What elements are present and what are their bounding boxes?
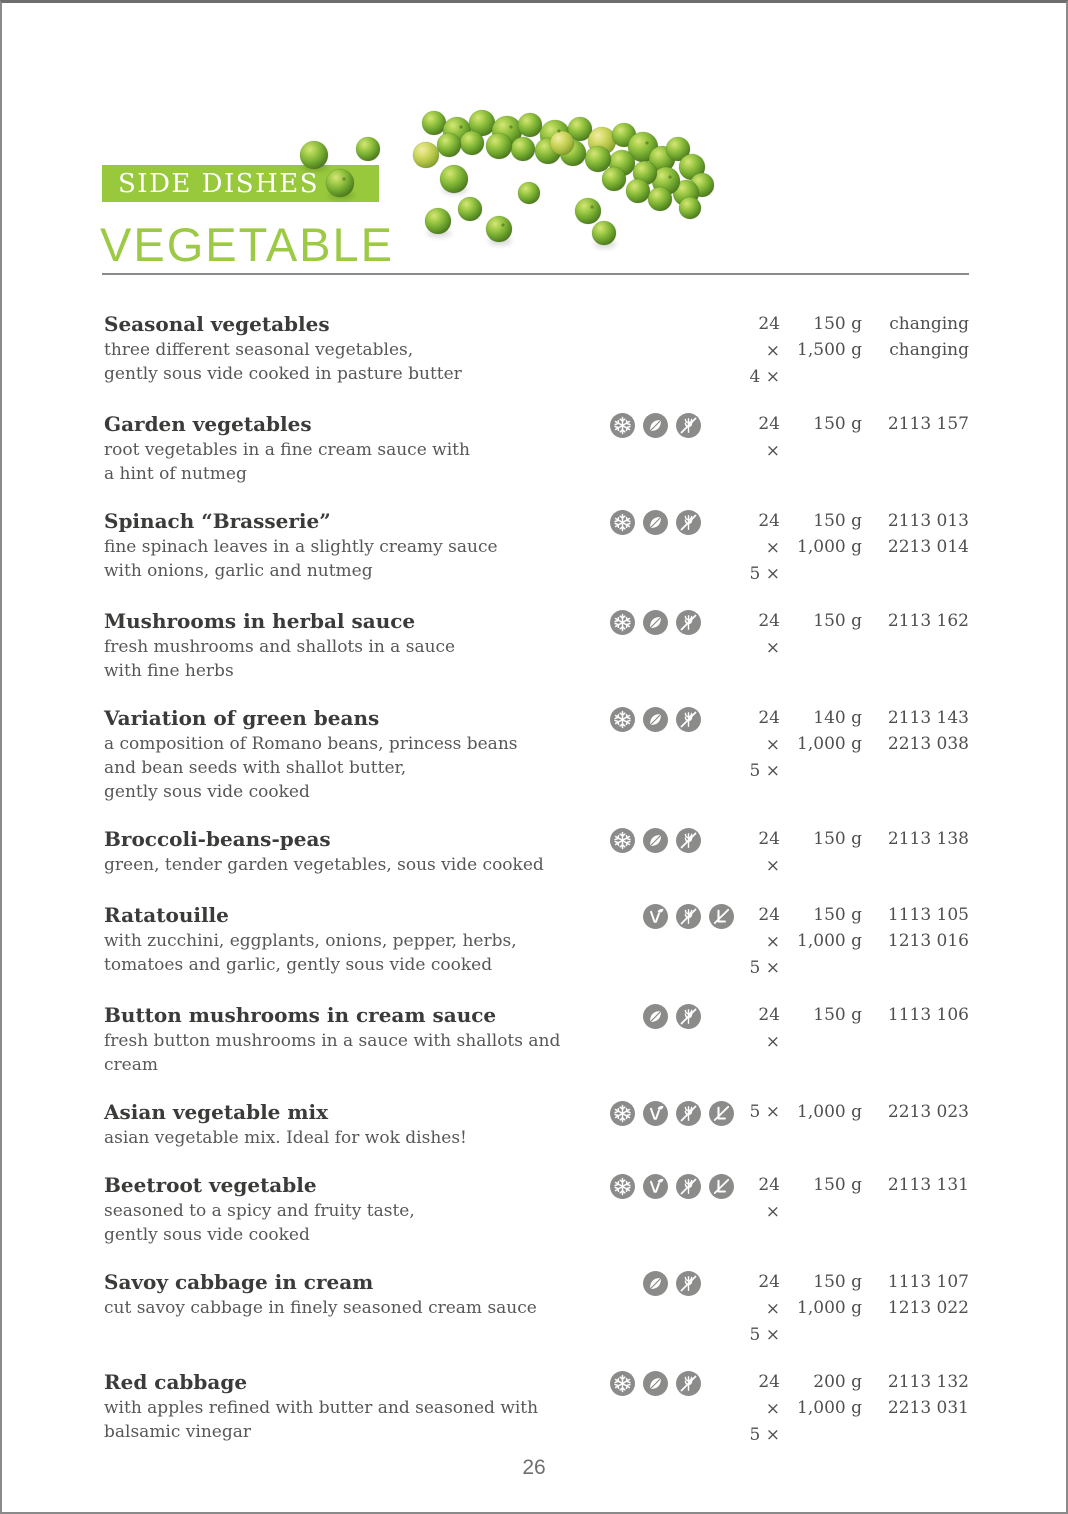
pack-weight: 150 g: [813, 511, 862, 531]
pack-weight: 1,000 g: [797, 1102, 862, 1122]
product-row: [104, 411, 970, 486]
leaf-icon: [643, 1271, 676, 1296]
pack-weight: 1,500 g: [797, 340, 862, 360]
description-line: with apples refined with butter and seasoned with: [104, 1398, 539, 1418]
diet-icons: [610, 1269, 742, 1347]
product-name: Beetroot vegetable: [104, 1173, 317, 1197]
snowflake-icon: [610, 828, 643, 853]
pack-quantity: 24 ×: [758, 829, 780, 876]
gluten-free-crossed-wheat-icon: [676, 1101, 709, 1126]
vegan-leaf-v-icon: [643, 1174, 676, 1199]
pack-quantity: 24 ×: [758, 708, 780, 755]
lactose-free-crossed-l-icon: [709, 1174, 742, 1199]
product-text-block: [104, 826, 610, 880]
product-number: changing: [889, 340, 969, 360]
product-number: 1113 105: [887, 905, 969, 925]
gluten-free-crossed-wheat-icon: [676, 1174, 709, 1199]
snowflake-icon: [610, 1174, 643, 1199]
pack-weight-column: [780, 705, 862, 804]
pack-weight-column: [780, 411, 862, 486]
product-text-block: [104, 902, 610, 980]
pack-quantity: 5 ×: [749, 958, 780, 978]
pack-weight-column: [780, 508, 862, 586]
icon-slot-empty: [709, 828, 742, 853]
gluten-free-crossed-wheat-icon: [676, 707, 709, 732]
product-name: Garden vegetables: [104, 412, 312, 436]
product-number-column: [862, 508, 969, 586]
description-line: with onions, garlic and nutmeg: [104, 561, 373, 581]
snowflake-icon: [610, 510, 643, 535]
diet-icons: [610, 1099, 742, 1150]
description-line: fresh button mushrooms in a sauce with shallots and cream: [104, 1031, 561, 1075]
diet-icons: [610, 1002, 742, 1077]
product-text-block: [104, 411, 610, 486]
product-number: 1213 022: [887, 1298, 969, 1318]
pack-quantity: 4 ×: [749, 367, 780, 387]
diet-icons: [610, 311, 742, 389]
lactose-free-crossed-l-icon: [709, 1101, 742, 1126]
product-number: 2113 162: [887, 611, 969, 631]
vegan-leaf-v-icon: [643, 1101, 676, 1126]
pack-quantity-column: [742, 902, 780, 980]
pack-weight: 150 g: [813, 829, 862, 849]
pack-quantity-column: [742, 311, 780, 389]
product-number: 2113 131: [887, 1175, 969, 1195]
product-description: [104, 1126, 610, 1150]
pack-weight: 1,000 g: [797, 931, 862, 951]
snowflake-icon: [610, 1101, 643, 1126]
product-number: 1113 107: [887, 1272, 969, 1292]
leaf-icon: [643, 707, 676, 732]
product-row: [104, 1099, 970, 1150]
product-text-block: [104, 608, 610, 683]
pack-quantity: 24 ×: [758, 905, 780, 952]
pack-weight-column: [780, 1099, 862, 1150]
page-number: 26: [522, 1456, 546, 1479]
pack-weight: 150 g: [813, 414, 862, 434]
description-line: green, tender garden vegetables, sous vide cooked: [104, 855, 544, 875]
pack-quantity-column: [742, 1002, 780, 1077]
product-number: 2113 013: [887, 511, 969, 531]
product-row: [104, 1002, 970, 1077]
pack-quantity: 5 ×: [749, 1425, 780, 1445]
product-number: 2213 014: [887, 537, 969, 557]
pack-quantity-column: [742, 1269, 780, 1347]
snowflake-icon: [610, 707, 643, 732]
description-line: tomatoes and garlic, gently sous vide cooked: [104, 955, 493, 975]
icon-slot-empty: [709, 313, 742, 338]
pack-weight-column: [780, 608, 862, 683]
product-number: 2113 138: [887, 829, 969, 849]
description-line: fresh mushrooms and shallots in a sauce: [104, 637, 456, 657]
pack-quantity: 24 ×: [758, 1272, 780, 1319]
description-line: three different seasonal vegetables,: [104, 340, 414, 360]
pack-quantity-column: [742, 1172, 780, 1247]
product-number: 1113 106: [887, 1005, 969, 1025]
product-text-block: [104, 1099, 610, 1150]
description-line: gently sous vide cooked: [104, 1225, 310, 1245]
product-number-column: [862, 1002, 969, 1077]
product-text-block: [104, 1369, 610, 1447]
product-text-block: [104, 1002, 610, 1077]
icon-slot-empty: [610, 313, 643, 338]
product-row: [104, 311, 970, 389]
product-number-column: [862, 826, 969, 880]
description-line: a hint of nutmeg: [104, 464, 247, 484]
product-number-column: [862, 608, 969, 683]
gluten-free-crossed-wheat-icon: [676, 413, 709, 438]
description-line: gently sous vide cooked in pasture butter: [104, 364, 462, 384]
pack-weight: 140 g: [813, 708, 862, 728]
pack-weight: 150 g: [813, 1272, 862, 1292]
pack-quantity-column: [742, 1369, 780, 1447]
pack-quantity-column: [742, 508, 780, 586]
description-line: fine spinach leaves in a slightly creamy sauce: [104, 537, 498, 557]
title-rule: [102, 273, 969, 275]
pack-quantity-column: [742, 826, 780, 880]
diet-icons: [610, 411, 742, 486]
lactose-free-crossed-l-icon: [709, 904, 742, 929]
pack-weight-column: [780, 1172, 862, 1247]
pack-quantity: 24 ×: [758, 1175, 780, 1222]
pack-weight: 1,000 g: [797, 537, 862, 557]
product-text-block: [104, 1269, 610, 1347]
pack-quantity: 5 ×: [749, 761, 780, 781]
category-banner-label: SIDE DISHES: [118, 168, 320, 199]
diet-icons: [610, 608, 742, 683]
pack-weight-column: [780, 1002, 862, 1077]
icon-slot-empty: [610, 904, 643, 929]
description-line: balsamic vinegar: [104, 1422, 251, 1442]
pack-weight: 150 g: [813, 1175, 862, 1195]
product-row: [104, 508, 970, 586]
gluten-free-crossed-wheat-icon: [676, 1004, 709, 1029]
pack-weight-column: [780, 311, 862, 389]
pack-quantity: 24 ×: [758, 414, 780, 461]
product-name: Spinach “Brasserie”: [104, 509, 331, 533]
pack-weight: 1,000 g: [797, 1398, 862, 1418]
leaf-icon: [643, 413, 676, 438]
pack-weight: 150 g: [813, 611, 862, 631]
product-number: 2213 023: [887, 1102, 969, 1122]
pack-quantity-column: [742, 705, 780, 804]
diet-icons: [610, 705, 742, 804]
icon-slot-empty: [709, 1004, 742, 1029]
product-name: Savoy cabbage in cream: [104, 1270, 374, 1294]
product-number: changing: [889, 314, 969, 334]
diet-icons: [610, 826, 742, 880]
pack-quantity: 24 ×: [758, 1005, 780, 1052]
diet-icons: [610, 508, 742, 586]
page-title: VEGETABLE: [100, 218, 395, 271]
product-number: 1213 016: [887, 931, 969, 951]
gluten-free-crossed-wheat-icon: [676, 828, 709, 853]
leaf-icon: [643, 1371, 676, 1396]
product-row: [104, 902, 970, 980]
pack-weight-column: [780, 826, 862, 880]
product-number-column: [862, 1172, 969, 1247]
pack-quantity: 24 ×: [758, 611, 780, 658]
icon-slot-empty: [709, 1371, 742, 1396]
product-name: Button mushrooms in cream sauce: [104, 1003, 497, 1027]
pack-quantity: 5 ×: [749, 1102, 780, 1122]
product-row: [104, 1172, 970, 1247]
pack-weight: 1,000 g: [797, 734, 862, 754]
pack-weight-column: [780, 902, 862, 980]
product-name: Ratatouille: [104, 903, 229, 927]
description-line: root vegetables in a fine cream sauce with: [104, 440, 470, 460]
product-description: [104, 853, 610, 877]
product-row: [104, 705, 970, 804]
product-text-block: [104, 508, 610, 586]
description-line: with zucchini, eggplants, onions, pepper, herbs,: [104, 931, 517, 951]
pack-quantity-column: [742, 608, 780, 683]
product-row: [104, 1369, 970, 1447]
product-text-block: [104, 1172, 610, 1247]
pack-weight: 150 g: [813, 314, 862, 334]
product-description: [104, 535, 610, 583]
description-line: with fine herbs: [104, 661, 234, 681]
pack-weight: 150 g: [813, 1005, 862, 1025]
diet-icons: [610, 902, 742, 980]
product-number-column: [862, 411, 969, 486]
product-row: [104, 826, 970, 880]
pack-weight: 200 g: [813, 1372, 862, 1392]
snowflake-icon: [610, 610, 643, 635]
peppercorns-image: [282, 98, 752, 268]
product-number: 2213 031: [887, 1398, 969, 1418]
product-description: [104, 1029, 610, 1077]
pack-quantity: 5 ×: [749, 564, 780, 584]
description-line: a composition of Romano beans, princess beans: [104, 734, 518, 754]
product-row: [104, 1269, 970, 1347]
snowflake-icon: [610, 413, 643, 438]
product-number-column: [862, 1369, 969, 1447]
pack-weight-column: [780, 1369, 862, 1447]
product-number-column: [862, 1269, 969, 1347]
product-name: Red cabbage: [104, 1370, 248, 1394]
icon-slot-empty: [709, 610, 742, 635]
pack-quantity-column: [742, 1099, 780, 1150]
pack-weight: 1,000 g: [797, 1298, 862, 1318]
product-description: [104, 338, 610, 386]
description-line: seasoned to a spicy and fruity taste,: [104, 1201, 415, 1221]
leaf-icon: [643, 1004, 676, 1029]
gluten-free-crossed-wheat-icon: [676, 1371, 709, 1396]
leaf-icon: [643, 610, 676, 635]
gluten-free-crossed-wheat-icon: [676, 1271, 709, 1296]
product-number-column: [862, 705, 969, 804]
leaf-icon: [643, 510, 676, 535]
product-number-column: [862, 1099, 969, 1150]
product-description: [104, 1199, 610, 1247]
product-name: Asian vegetable mix: [104, 1100, 329, 1124]
product-description: [104, 1396, 610, 1444]
product-number: 2113 143: [887, 708, 969, 728]
pack-quantity: 24 ×: [758, 1372, 780, 1419]
pack-quantity: 24 ×: [758, 511, 780, 558]
product-row: [104, 608, 970, 683]
pack-quantity: 5 ×: [749, 1325, 780, 1345]
icon-slot-empty: [709, 510, 742, 535]
product-number-column: [862, 902, 969, 980]
pack-weight-column: [780, 1269, 862, 1347]
product-list: [104, 311, 970, 1469]
product-description: [104, 438, 610, 486]
leaf-icon: [643, 828, 676, 853]
product-description: [104, 732, 610, 804]
snowflake-icon: [610, 1371, 643, 1396]
diet-icons: [610, 1369, 742, 1447]
product-text-block: [104, 705, 610, 804]
icon-slot-empty: [610, 1271, 643, 1296]
product-name: Broccoli-beans-peas: [104, 827, 331, 851]
pack-quantity: 24 ×: [758, 314, 780, 361]
product-text-block: [104, 311, 610, 389]
icon-slot-empty: [676, 313, 709, 338]
icon-slot-empty: [610, 1004, 643, 1029]
product-description: [104, 929, 610, 977]
product-name: Seasonal vegetables: [104, 312, 330, 336]
description-line: gently sous vide cooked: [104, 782, 310, 802]
gluten-free-crossed-wheat-icon: [676, 904, 709, 929]
pack-weight: 150 g: [813, 905, 862, 925]
gluten-free-crossed-wheat-icon: [676, 510, 709, 535]
product-number: 2113 157: [887, 414, 969, 434]
gluten-free-crossed-wheat-icon: [676, 610, 709, 635]
diet-icons: [610, 1172, 742, 1247]
product-description: [104, 1296, 610, 1320]
description-line: cut savoy cabbage in finely seasoned cream sauce: [104, 1298, 537, 1318]
product-number-column: [862, 311, 969, 389]
product-number: 2213 038: [887, 734, 969, 754]
icon-slot-empty: [709, 413, 742, 438]
product-name: Variation of green beans: [104, 706, 380, 730]
product-description: [104, 635, 610, 683]
icon-slot-empty: [643, 313, 676, 338]
vegan-leaf-v-icon: [643, 904, 676, 929]
product-name: Mushrooms in herbal sauce: [104, 609, 416, 633]
description-line: and bean seeds with shallot butter,: [104, 758, 407, 778]
icon-slot-empty: [709, 707, 742, 732]
pack-quantity-column: [742, 411, 780, 486]
icon-slot-empty: [709, 1271, 742, 1296]
product-number: 2113 132: [887, 1372, 969, 1392]
description-line: asian vegetable mix. Ideal for wok dishes!: [104, 1128, 467, 1148]
berries: [300, 110, 714, 245]
